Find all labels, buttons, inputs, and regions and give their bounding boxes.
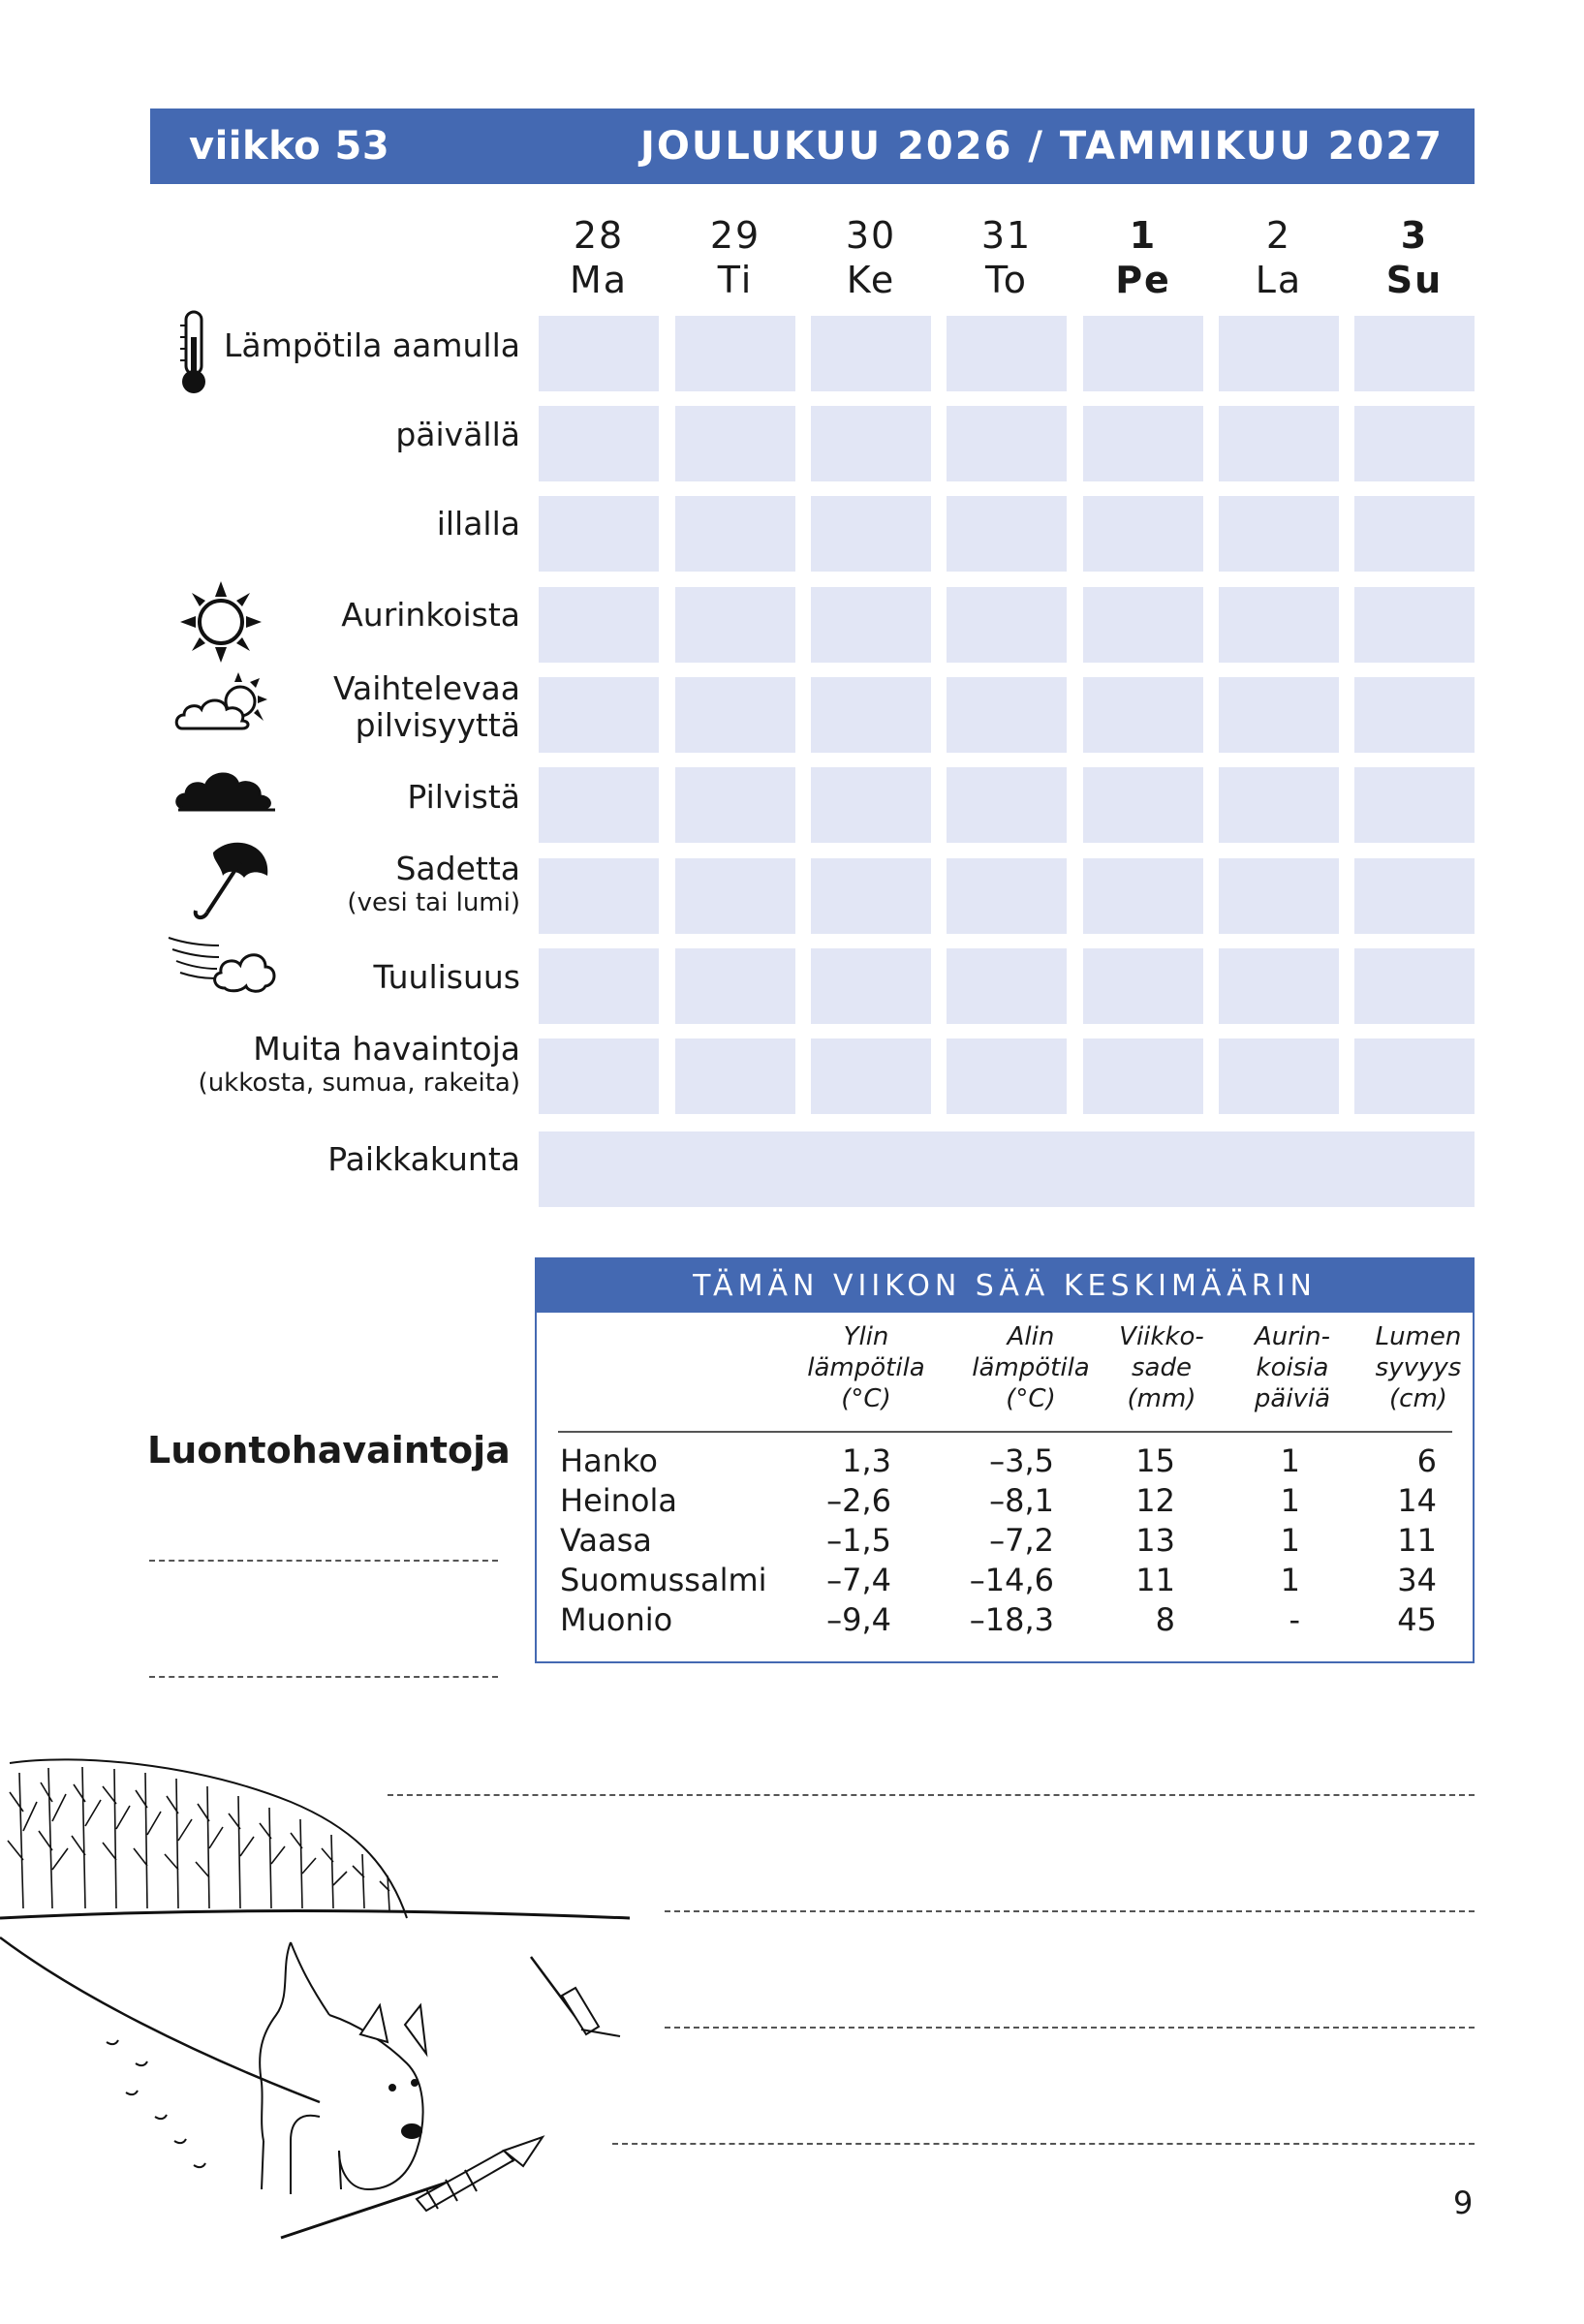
column-header-line: (cm) bbox=[1389, 1384, 1447, 1413]
entry-cell[interactable] bbox=[811, 496, 931, 572]
row-label-cloudy: Pilvistä bbox=[407, 778, 520, 816]
entry-cell[interactable] bbox=[1354, 677, 1475, 753]
entry-cell[interactable] bbox=[947, 316, 1067, 391]
day-header-6 bbox=[1354, 213, 1475, 302]
row-label-rain-sub: (vesi tai lumi) bbox=[347, 888, 520, 917]
day-abbr: Ke bbox=[846, 259, 896, 301]
value-sun: 1 bbox=[1280, 1442, 1300, 1479]
dog-with-rocket-illustration bbox=[0, 1734, 678, 2277]
entry-cell[interactable] bbox=[947, 948, 1067, 1024]
sun-icon bbox=[180, 581, 262, 663]
day-header-3 bbox=[947, 213, 1067, 302]
entry-cell[interactable] bbox=[1354, 948, 1475, 1024]
value-rain: 13 bbox=[1135, 1522, 1175, 1559]
entry-cell[interactable] bbox=[539, 677, 659, 753]
station-name: Hanko bbox=[560, 1442, 658, 1479]
entry-cell[interactable] bbox=[811, 767, 931, 843]
averages-column-header bbox=[968, 1321, 1094, 1414]
entry-cell[interactable] bbox=[811, 587, 931, 663]
day-number: 2 bbox=[1265, 214, 1292, 257]
day-abbr: To bbox=[984, 259, 1028, 301]
row-label-rain-main: Sadetta bbox=[395, 850, 520, 887]
month-range: JOULUKUU 2026 / TAMMIKUU 2027 bbox=[639, 124, 1444, 169]
entry-cell[interactable] bbox=[539, 767, 659, 843]
wind-cloud-icon bbox=[167, 930, 279, 996]
entry-cell[interactable] bbox=[675, 316, 795, 391]
value-sun: 1 bbox=[1280, 1482, 1300, 1519]
averages-title: TÄMÄN VIIKON SÄÄ KESKIMÄÄRIN bbox=[537, 1259, 1473, 1313]
value-snow: 34 bbox=[1397, 1562, 1437, 1598]
entry-cell[interactable] bbox=[1354, 496, 1475, 572]
entry-cell[interactable] bbox=[811, 1038, 931, 1114]
value-rain: 12 bbox=[1135, 1482, 1175, 1519]
day-number: 30 bbox=[845, 214, 897, 257]
day-abbr: Ti bbox=[717, 259, 754, 301]
week-header bbox=[150, 108, 1475, 184]
entry-cell[interactable] bbox=[1219, 677, 1339, 753]
entry-cell[interactable] bbox=[1083, 767, 1203, 843]
day-number: 28 bbox=[573, 214, 625, 257]
value-snow: 6 bbox=[1416, 1442, 1437, 1479]
entry-cell[interactable] bbox=[675, 767, 795, 843]
entry-cell[interactable] bbox=[1083, 677, 1203, 753]
day-header-0 bbox=[539, 213, 659, 302]
row-label-evening: illalla bbox=[436, 505, 520, 542]
entry-cell[interactable] bbox=[1219, 858, 1339, 934]
averages-divider bbox=[558, 1431, 1452, 1433]
averages-row bbox=[537, 1481, 1473, 1521]
column-header-line: Aurin- bbox=[1254, 1322, 1331, 1351]
entry-cell[interactable] bbox=[675, 587, 795, 663]
value-snow: 11 bbox=[1397, 1522, 1437, 1559]
column-header-line: koisia bbox=[1256, 1353, 1329, 1382]
entry-cell[interactable] bbox=[811, 316, 931, 391]
note-line-1[interactable] bbox=[149, 1560, 498, 1562]
station-name: Muonio bbox=[560, 1601, 673, 1638]
entry-cell[interactable] bbox=[1083, 587, 1203, 663]
entry-cell[interactable] bbox=[1083, 406, 1203, 481]
day-header-1 bbox=[675, 213, 795, 302]
entry-cell[interactable] bbox=[1083, 858, 1203, 934]
entry-cell[interactable] bbox=[1083, 948, 1203, 1024]
nature-observations-title: Luontohavaintoja bbox=[147, 1429, 511, 1472]
day-header-5 bbox=[1219, 213, 1339, 302]
column-header-line: (°C) bbox=[1006, 1384, 1056, 1413]
column-header-line: (°C) bbox=[841, 1384, 891, 1413]
value-min: –3,5 bbox=[989, 1442, 1054, 1479]
day-abbr: La bbox=[1255, 259, 1303, 301]
column-header-line: päiviä bbox=[1254, 1384, 1331, 1413]
row-label-variable-1: Vaihtelevaa bbox=[332, 669, 520, 707]
day-number: 3 bbox=[1400, 214, 1429, 257]
thermometer-icon bbox=[174, 308, 213, 397]
entry-cell[interactable] bbox=[947, 767, 1067, 843]
value-max: 1,3 bbox=[842, 1442, 891, 1479]
cloud-icon bbox=[174, 758, 281, 814]
entry-cell[interactable] bbox=[1354, 406, 1475, 481]
station-name: Suomussalmi bbox=[560, 1562, 767, 1598]
row-label-other bbox=[199, 1031, 520, 1099]
averages-column-header bbox=[1355, 1321, 1481, 1414]
entry-cell[interactable] bbox=[1219, 948, 1339, 1024]
value-rain: 8 bbox=[1155, 1601, 1175, 1638]
entry-cell[interactable] bbox=[811, 677, 931, 753]
value-sun: 1 bbox=[1280, 1522, 1300, 1559]
note-line-2[interactable] bbox=[149, 1676, 498, 1678]
column-header-line: lämpötila bbox=[972, 1353, 1090, 1382]
entry-cell[interactable] bbox=[539, 1038, 659, 1114]
entry-cell[interactable] bbox=[539, 496, 659, 572]
averages-column-header bbox=[1099, 1321, 1225, 1414]
entry-cell[interactable] bbox=[811, 948, 931, 1024]
value-max: –7,4 bbox=[826, 1562, 891, 1598]
entry-cell[interactable] bbox=[539, 948, 659, 1024]
row-label-variable bbox=[333, 670, 520, 744]
column-header-line: syvyys bbox=[1375, 1353, 1462, 1382]
column-header-line: lämpötila bbox=[807, 1353, 925, 1382]
entry-cell[interactable] bbox=[1083, 316, 1203, 391]
day-abbr: Pe bbox=[1115, 259, 1171, 301]
entry-cell[interactable] bbox=[1354, 1038, 1475, 1114]
row-label-rain bbox=[347, 851, 520, 918]
sun-behind-cloud-icon bbox=[174, 672, 275, 734]
day-abbr: Ma bbox=[569, 259, 629, 301]
day-abbr: Su bbox=[1385, 259, 1444, 301]
entry-cell[interactable] bbox=[1219, 316, 1339, 391]
entry-cell[interactable] bbox=[947, 406, 1067, 481]
page-number: 9 bbox=[1453, 2185, 1474, 2221]
averages-row bbox=[537, 1521, 1473, 1561]
entry-cell[interactable] bbox=[675, 406, 795, 481]
value-rain: 15 bbox=[1135, 1442, 1175, 1479]
averages-row bbox=[537, 1600, 1473, 1640]
entry-cell[interactable] bbox=[1083, 1038, 1203, 1114]
value-sun: - bbox=[1289, 1601, 1300, 1638]
column-header-line: Ylin bbox=[843, 1322, 889, 1351]
column-header-line: Alin bbox=[1007, 1322, 1055, 1351]
weekly-averages-box bbox=[535, 1257, 1475, 1663]
value-snow: 45 bbox=[1397, 1601, 1437, 1638]
entry-cell[interactable] bbox=[675, 858, 795, 934]
day-header-4 bbox=[1083, 213, 1203, 302]
entry-cell[interactable] bbox=[1219, 406, 1339, 481]
entry-cell[interactable] bbox=[1083, 496, 1203, 572]
row-label-sunny: Aurinkoista bbox=[341, 596, 520, 634]
entry-cell[interactable] bbox=[1354, 767, 1475, 843]
day-number: 31 bbox=[980, 214, 1033, 257]
day-number: 29 bbox=[709, 214, 761, 257]
entry-cell[interactable] bbox=[1219, 587, 1339, 663]
averages-row bbox=[537, 1441, 1473, 1481]
value-sun: 1 bbox=[1280, 1562, 1300, 1598]
entry-cell[interactable] bbox=[811, 858, 931, 934]
day-number: 1 bbox=[1129, 214, 1158, 257]
day-header-2 bbox=[811, 213, 931, 302]
averages-column-header bbox=[1229, 1321, 1355, 1414]
entry-cell[interactable] bbox=[675, 496, 795, 572]
entry-cell[interactable] bbox=[675, 677, 795, 753]
column-header-line: sade bbox=[1132, 1353, 1192, 1382]
row-label-place: Paikkakunta bbox=[327, 1140, 520, 1178]
entry-cell[interactable] bbox=[1219, 1038, 1339, 1114]
umbrella-icon bbox=[184, 833, 273, 926]
entry-cell[interactable] bbox=[539, 316, 659, 391]
entry-cell[interactable] bbox=[1219, 496, 1339, 572]
value-min: –8,1 bbox=[989, 1482, 1054, 1519]
value-snow: 14 bbox=[1397, 1482, 1437, 1519]
row-label-morning: Lämpötila aamulla bbox=[224, 326, 520, 364]
value-max: –9,4 bbox=[826, 1601, 891, 1638]
entry-cell[interactable] bbox=[947, 587, 1067, 663]
value-max: –1,5 bbox=[826, 1522, 891, 1559]
entry-cell[interactable] bbox=[947, 1038, 1067, 1114]
column-header-line: Viikko- bbox=[1119, 1322, 1204, 1351]
note-line-4[interactable] bbox=[665, 1910, 1475, 1912]
value-min: –7,2 bbox=[989, 1522, 1054, 1559]
station-name: Heinola bbox=[560, 1482, 677, 1519]
note-line-5[interactable] bbox=[665, 2027, 1475, 2029]
value-min: –18,3 bbox=[969, 1601, 1054, 1638]
entry-cell[interactable] bbox=[539, 858, 659, 934]
row-label-other-sub: (ukkosta, sumua, rakeita) bbox=[198, 1069, 520, 1098]
entry-cell[interactable] bbox=[675, 948, 795, 1024]
station-name: Vaasa bbox=[560, 1522, 652, 1559]
entry-cell[interactable] bbox=[539, 406, 659, 481]
entry-cell[interactable] bbox=[811, 406, 931, 481]
entry-cell[interactable] bbox=[539, 587, 659, 663]
entry-cell[interactable] bbox=[947, 858, 1067, 934]
place-entry-cell[interactable] bbox=[539, 1131, 1475, 1207]
entry-cell[interactable] bbox=[947, 496, 1067, 572]
entry-cell[interactable] bbox=[1354, 316, 1475, 391]
row-label-other-main: Muita havaintoja bbox=[253, 1030, 520, 1068]
entry-cell[interactable] bbox=[1219, 767, 1339, 843]
value-max: –2,6 bbox=[826, 1482, 891, 1519]
entry-cell[interactable] bbox=[947, 677, 1067, 753]
value-rain: 11 bbox=[1135, 1562, 1175, 1598]
note-line-6[interactable] bbox=[612, 2143, 1475, 2145]
column-header-line: (mm) bbox=[1127, 1384, 1196, 1413]
averages-row bbox=[537, 1561, 1473, 1600]
row-label-day: päivällä bbox=[395, 416, 520, 453]
row-label-wind: Tuulisuus bbox=[373, 958, 520, 996]
entry-cell[interactable] bbox=[1354, 858, 1475, 934]
entry-cell[interactable] bbox=[675, 1038, 795, 1114]
column-header-line: Lumen bbox=[1375, 1322, 1462, 1351]
value-min: –14,6 bbox=[969, 1562, 1054, 1598]
week-number: viikko 53 bbox=[189, 124, 390, 169]
entry-cell[interactable] bbox=[1354, 587, 1475, 663]
row-label-variable-2: pilvisyyttä bbox=[355, 706, 520, 744]
averages-column-header bbox=[803, 1321, 929, 1414]
